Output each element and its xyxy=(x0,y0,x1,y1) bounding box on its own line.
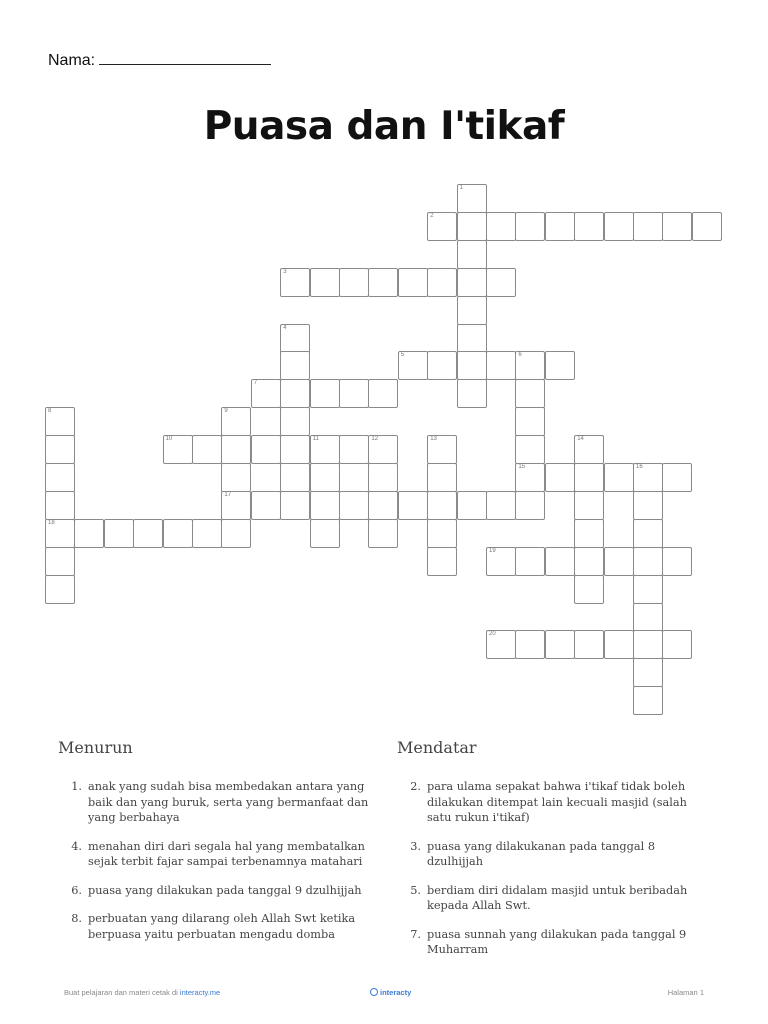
cell-number: 16 xyxy=(636,464,643,470)
grid-cell[interactable] xyxy=(251,435,281,464)
grid-cell[interactable] xyxy=(574,519,604,548)
cell-number: 19 xyxy=(489,547,496,554)
grid-cell[interactable] xyxy=(427,351,457,380)
across-clue xyxy=(397,883,717,914)
grid-cell[interactable] xyxy=(515,630,545,659)
grid-cell[interactable] xyxy=(427,435,457,464)
footer-promo xyxy=(64,988,220,997)
grid-cell[interactable] xyxy=(427,268,457,297)
grid-cell[interactable] xyxy=(310,435,340,464)
across-clue xyxy=(397,839,717,870)
grid-cell[interactable] xyxy=(133,519,163,548)
grid-cell[interactable] xyxy=(457,184,487,213)
grid-cell[interactable] xyxy=(368,268,398,297)
cell-number: 20 xyxy=(489,631,496,638)
grid-cell[interactable] xyxy=(633,575,663,604)
across-clue xyxy=(397,927,717,958)
grid-cell[interactable] xyxy=(45,435,75,464)
grid-cell[interactable] xyxy=(662,212,692,241)
name-blank-line[interactable] xyxy=(99,52,271,65)
footer-brand xyxy=(370,988,411,997)
cell-number: 12 xyxy=(371,436,379,443)
grid-cell[interactable] xyxy=(221,407,251,436)
grid-cell[interactable] xyxy=(427,547,457,576)
grid-cell[interactable] xyxy=(604,463,634,492)
clue-text: para ulama sepakat bahwa i'tikaf tidak boleh dilakukan ditempat lain kecuali masjid (salah satu rukun i'tikaf) xyxy=(427,780,687,824)
grid-cell[interactable] xyxy=(692,212,722,241)
grid-cell[interactable] xyxy=(280,351,310,380)
grid-cell[interactable] xyxy=(45,547,75,576)
grid-cell[interactable] xyxy=(515,463,545,492)
grid-cell[interactable] xyxy=(427,519,457,548)
down-clue xyxy=(58,839,378,870)
grid-cell[interactable] xyxy=(515,351,545,380)
grid-cell[interactable] xyxy=(45,575,75,604)
clue-text: puasa yang dilakukan pada tanggal 9 dzulhijjah xyxy=(88,883,362,897)
grid-cell[interactable] xyxy=(457,491,487,520)
grid-cell[interactable] xyxy=(368,435,398,464)
grid-cell[interactable] xyxy=(280,379,310,408)
grid-cell[interactable] xyxy=(604,547,634,576)
grid-cell[interactable] xyxy=(310,268,340,297)
grid-cell[interactable] xyxy=(545,630,575,659)
grid-cell[interactable] xyxy=(310,519,340,548)
grid-cell[interactable] xyxy=(398,491,428,520)
grid-cell[interactable] xyxy=(633,491,663,520)
grid-cell[interactable] xyxy=(515,379,545,408)
grid-cell[interactable] xyxy=(633,603,663,632)
grid-cell[interactable] xyxy=(221,463,251,492)
grid-cell[interactable] xyxy=(515,547,545,576)
grid-cell[interactable] xyxy=(574,630,604,659)
grid-cell[interactable] xyxy=(662,463,692,492)
grid-cell[interactable] xyxy=(486,630,516,659)
cell-number: 7 xyxy=(253,380,258,387)
grid-cell[interactable] xyxy=(574,435,604,464)
grid-cell[interactable] xyxy=(515,491,545,520)
clue-number: 1. xyxy=(71,780,82,793)
grid-cell[interactable] xyxy=(280,491,310,520)
cell-number: 17 xyxy=(224,491,232,498)
grid-cell[interactable] xyxy=(368,463,398,492)
cell-number: 18 xyxy=(48,519,55,526)
across-clues-column xyxy=(397,738,717,971)
grid-cell[interactable] xyxy=(398,268,428,297)
grid-cell[interactable] xyxy=(221,491,251,520)
grid-cell[interactable] xyxy=(192,435,222,464)
grid-cell[interactable] xyxy=(427,463,457,492)
clue-number: 4. xyxy=(71,839,82,853)
down-clues-heading: Menurun xyxy=(58,738,133,757)
grid-cell[interactable] xyxy=(339,268,369,297)
clue-text: puasa yang dilakukanan pada tanggal 8 dzulhijjah xyxy=(427,839,656,868)
grid-cell[interactable] xyxy=(662,547,692,576)
grid-cell[interactable] xyxy=(633,547,663,576)
grid-cell[interactable] xyxy=(251,379,281,408)
grid-cell[interactable] xyxy=(104,519,134,548)
grid-cell[interactable] xyxy=(515,212,545,241)
grid-cell[interactable] xyxy=(310,463,340,492)
grid-cell[interactable] xyxy=(633,519,663,548)
brand-logo-icon xyxy=(370,988,378,996)
grid-cell[interactable] xyxy=(633,658,663,687)
cell-number: 6 xyxy=(518,352,522,359)
grid-cell[interactable] xyxy=(574,212,604,241)
grid-cell[interactable] xyxy=(486,351,516,380)
grid-cell[interactable] xyxy=(457,324,487,353)
grid-cell[interactable] xyxy=(368,379,398,408)
clue-number: 7. xyxy=(410,927,421,941)
cell-number: 10 xyxy=(165,436,173,443)
grid-cell[interactable] xyxy=(310,379,340,408)
grid-cell[interactable] xyxy=(368,519,398,548)
grid-cell[interactable] xyxy=(163,519,193,548)
grid-cell[interactable] xyxy=(545,547,575,576)
grid-cell[interactable] xyxy=(486,491,516,520)
grid-cell[interactable] xyxy=(192,519,222,548)
grid-cell[interactable] xyxy=(574,491,604,520)
footer-brand-text: interacty xyxy=(380,988,412,997)
grid-cell[interactable] xyxy=(604,212,634,241)
grid-cell[interactable] xyxy=(545,212,575,241)
clue-text: berdiam diri didalam masjid untuk beribadah kepada Allah Swt. xyxy=(427,883,688,912)
down-clue xyxy=(58,779,378,826)
grid-cell[interactable] xyxy=(545,351,575,380)
across-clues-heading: Mendatar xyxy=(397,738,477,757)
grid-cell[interactable] xyxy=(545,463,575,492)
grid-cell[interactable] xyxy=(398,351,428,380)
grid-cell[interactable] xyxy=(574,575,604,604)
grid-cell[interactable] xyxy=(45,463,75,492)
clue-text: puasa sunnah yang dilakukan pada tanggal 9 Muharram xyxy=(427,927,687,956)
grid-cell[interactable] xyxy=(339,379,369,408)
page-title: Puasa dan I'tikaf xyxy=(203,104,565,149)
grid-cell[interactable] xyxy=(280,463,310,492)
page-number: Halaman 1 xyxy=(667,988,704,997)
grid-cell[interactable] xyxy=(486,212,516,241)
cell-number: 2 xyxy=(430,212,434,219)
grid-cell[interactable] xyxy=(427,491,457,520)
down-clues-column xyxy=(58,738,378,955)
grid-cell[interactable] xyxy=(339,435,369,464)
cell-number: 8 xyxy=(48,408,52,415)
cell-number: 15 xyxy=(518,464,526,470)
grid-cell[interactable] xyxy=(221,519,251,548)
grid-cell[interactable] xyxy=(457,351,487,380)
grid-cell[interactable] xyxy=(486,268,516,297)
grid-cell[interactable] xyxy=(457,240,487,269)
grid-cell[interactable] xyxy=(662,630,692,659)
grid-cell[interactable] xyxy=(280,435,310,464)
grid-cell[interactable] xyxy=(45,407,75,436)
grid-cell[interactable] xyxy=(163,435,193,464)
grid-cell[interactable] xyxy=(457,296,487,325)
clue-text: perbuatan yang dilarang oleh Allah Swt ketika berpuasa yaitu perbuatan mengadu domba xyxy=(88,912,356,941)
grid-cell[interactable] xyxy=(310,491,340,520)
clue-number: 8. xyxy=(71,912,82,925)
grid-cell[interactable] xyxy=(574,463,604,492)
cell-number: 9 xyxy=(224,408,228,415)
grid-cell[interactable] xyxy=(486,547,516,576)
clue-number: 2. xyxy=(410,780,421,793)
clue-number: 6. xyxy=(71,883,82,897)
grid-cell[interactable] xyxy=(280,324,310,353)
grid-cell[interactable] xyxy=(633,630,663,659)
down-clue xyxy=(58,883,378,899)
grid-cell[interactable] xyxy=(604,630,634,659)
clue-text: menahan diri dari segala hal yang membatalkan sejak terbit fajar sampai terbenamnya matahari xyxy=(88,839,365,868)
name-field[interactable] xyxy=(48,52,271,70)
grid-cell[interactable] xyxy=(368,491,398,520)
grid-cell[interactable] xyxy=(45,491,75,520)
grid-cell[interactable] xyxy=(280,268,310,297)
clue-number: 3. xyxy=(410,839,421,853)
cell-number: 1 xyxy=(459,185,463,191)
cell-number: 11 xyxy=(312,436,319,443)
cell-number: 13 xyxy=(430,436,437,443)
grid-cell[interactable] xyxy=(515,435,545,464)
grid-cell[interactable] xyxy=(339,491,369,520)
down-clue xyxy=(58,911,378,942)
cell-number: 3 xyxy=(283,268,287,275)
clue-text: anak yang sudah bisa membedakan antara yang baik dan yang buruk, serta yang bermanfaat dan yang berbahaya xyxy=(88,780,369,824)
name-label: Nama: xyxy=(48,52,96,69)
footer-promo-text: Buat pelajaran dan materi cetak di xyxy=(64,988,178,997)
grid-cell[interactable] xyxy=(221,435,251,464)
grid-cell[interactable] xyxy=(633,212,663,241)
grid-cell[interactable] xyxy=(74,519,104,548)
grid-cell[interactable] xyxy=(280,407,310,436)
across-clue xyxy=(397,779,717,826)
grid-cell[interactable] xyxy=(251,491,281,520)
grid-cell[interactable] xyxy=(574,547,604,576)
cell-number: 14 xyxy=(577,436,584,443)
grid-cell[interactable] xyxy=(457,212,487,241)
grid-cell[interactable] xyxy=(457,379,487,408)
clue-number: 5. xyxy=(410,883,421,897)
grid-cell[interactable] xyxy=(457,268,487,297)
grid-cell[interactable] xyxy=(633,686,663,715)
grid-cell[interactable] xyxy=(427,212,457,241)
cell-number: 4 xyxy=(283,324,287,331)
footer-link[interactable]: interacty.me xyxy=(179,988,221,997)
grid-cell[interactable] xyxy=(633,463,663,492)
grid-cell[interactable] xyxy=(515,407,545,436)
grid-cell[interactable] xyxy=(45,519,75,548)
footer xyxy=(64,988,704,1002)
cell-number: 5 xyxy=(400,352,405,359)
